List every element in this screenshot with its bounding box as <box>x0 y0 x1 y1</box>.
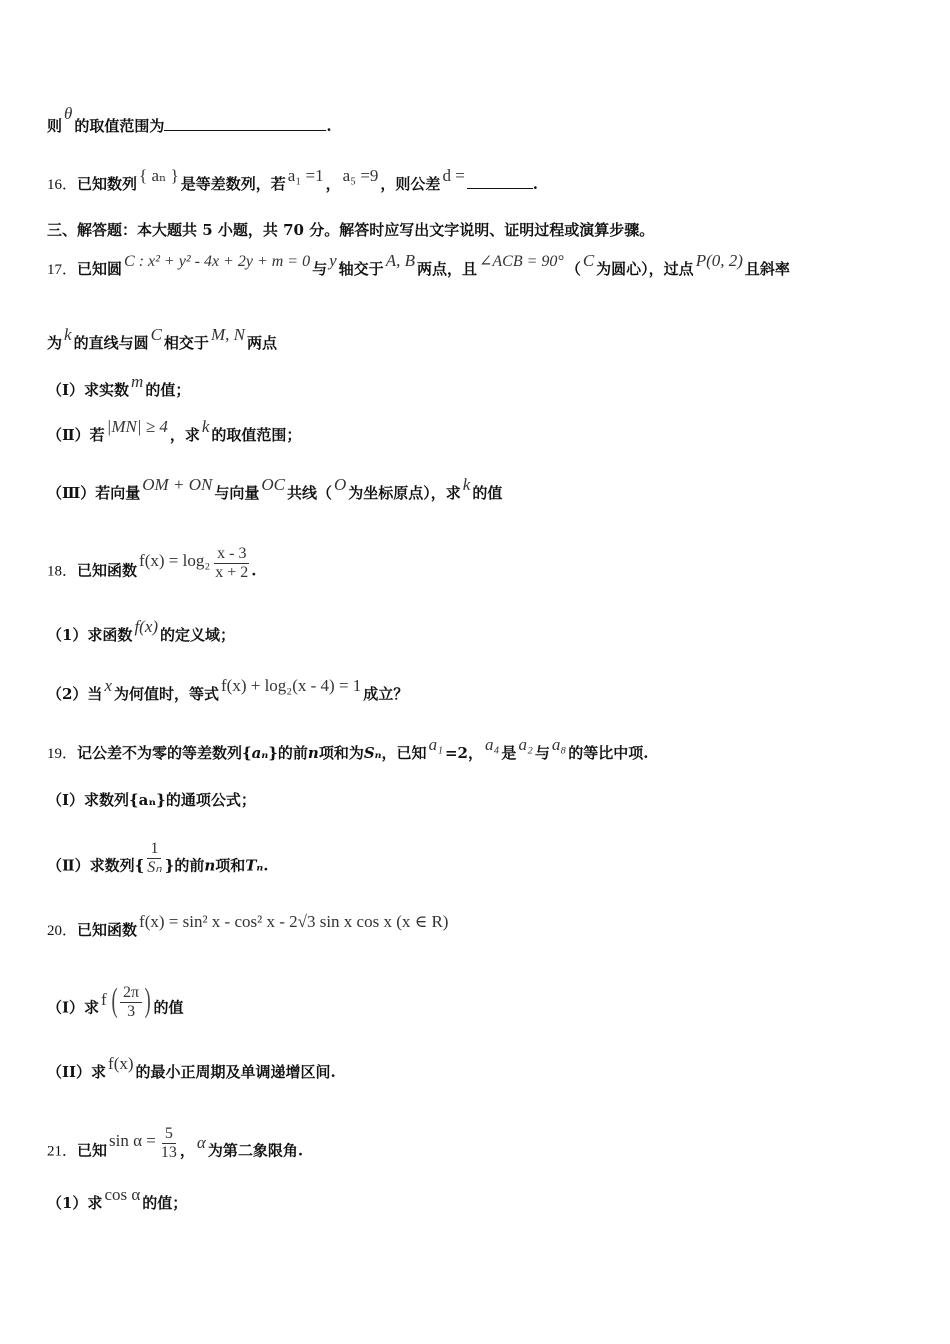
q17-center: C <box>582 251 595 270</box>
q21-text: 为第二象限角. <box>207 1141 304 1160</box>
q17-part3-text: 与向量 <box>214 484 260 502</box>
q17-part3-vector2: OC <box>261 475 285 494</box>
q19-a1: a₁ <box>428 735 443 754</box>
q18-fraction-denominator: x + 2 <box>215 564 249 581</box>
q21-part1 <box>47 1185 910 1213</box>
q16-comma: ， <box>325 175 341 193</box>
q18-fraction <box>212 545 251 582</box>
q21-numerator: 5 <box>162 1125 176 1144</box>
q17-part1-label: （Ⅰ）求实数 <box>47 381 130 399</box>
q16-answer-blank[interactable] <box>467 174 533 189</box>
q15-answer-blank[interactable] <box>164 116 326 131</box>
q17-part3 <box>47 475 910 503</box>
q19-part2-fraction <box>144 840 164 877</box>
q17-k: k <box>64 325 72 344</box>
q18-part2-end: 成立？ <box>363 685 409 703</box>
q17-text: 为 <box>47 334 63 352</box>
q19-a4: a₄ <box>485 735 500 754</box>
q19-number: 19． <box>47 746 78 762</box>
q17-circle-equation: C : x² + y² - 4x + 2y + m = 0 <box>124 253 311 270</box>
q20-part2-label: （II）求 <box>47 1063 107 1081</box>
q20-part2-f: f(x) <box>108 1054 134 1073</box>
q20-line <box>47 912 910 941</box>
q18-part2-text: 为何值时，等式 <box>113 685 219 703</box>
q20-number: 20． <box>47 923 78 939</box>
q18-text: 已知函数 <box>77 561 138 580</box>
q19-text: ，已知 <box>381 744 427 762</box>
q19-part2-numerator: 1 <box>147 840 161 859</box>
q20-part2 <box>47 1054 910 1082</box>
q18-end: . <box>251 561 257 580</box>
q17-text: 已知圆 <box>77 260 123 278</box>
q16-number: 16． <box>47 177 78 193</box>
q17-line1 <box>47 251 910 280</box>
q17-circle-c: C <box>150 325 162 344</box>
q19-part2-text: }的前 <box>164 856 205 875</box>
q18-line <box>47 545 910 590</box>
q19-part2 <box>47 840 910 885</box>
q16-sequence: { aₙ } <box>139 166 179 185</box>
q19-text: 与 <box>534 744 550 762</box>
q19-a8: a₈ <box>551 735 567 754</box>
q17-part3-text: 共线（ <box>286 484 332 502</box>
q17-number: 17． <box>47 262 78 278</box>
q19-line <box>47 735 910 764</box>
q17-part2-text: ，求 <box>169 426 200 444</box>
q19-part2-denominator: Sₙ <box>147 859 162 876</box>
q21-number: 21． <box>47 1143 78 1160</box>
q17-text: （ <box>565 260 581 278</box>
q15-theta: θ <box>64 104 73 123</box>
q19-part2-text: 项和 <box>215 856 246 875</box>
q18-number: 18． <box>47 563 78 580</box>
q21-part1-end: 的值； <box>142 1194 188 1212</box>
q21-part1-cos: cos α <box>104 1185 141 1204</box>
q18-fraction-numerator: x - 3 <box>214 545 249 564</box>
q19-part2-tn: Tₙ <box>245 856 264 875</box>
q18-part2-label: （2）当 <box>47 685 103 703</box>
q19-n: n <box>307 744 319 762</box>
q19-text: 的等比中项. <box>568 744 649 762</box>
q20-right-paren: ) <box>144 981 151 1019</box>
q20-function: f(x) = sin² x - cos² x - 2√3 sin x cos x (x ∈ R) <box>139 912 449 931</box>
q17-text: 相交于 <box>163 334 209 352</box>
q18-part1-f: f(x) <box>134 617 159 636</box>
q17-part1-m: m <box>131 372 144 391</box>
q18-part2 <box>47 676 910 704</box>
q17-part2 <box>47 417 910 445</box>
q21-part1-label: （1）求 <box>47 1194 103 1212</box>
q20-part1-numerator: 2π <box>120 984 142 1003</box>
q17-y-axis: y <box>329 251 337 270</box>
q20-part1 <box>47 981 910 1027</box>
q19-an: aₙ <box>251 744 269 762</box>
q17-part3-k: k <box>462 475 471 494</box>
q20-part1-fraction <box>120 984 142 1021</box>
q17-points-mn: M, N <box>210 325 245 344</box>
q19-sn: Sₙ <box>363 744 382 762</box>
q17-text: 两点 <box>246 334 277 352</box>
q16-end: . <box>532 175 539 193</box>
q16-d: d = <box>442 166 465 185</box>
q19-a2: a₂ <box>518 735 533 754</box>
q19-text: }的前 <box>268 744 308 762</box>
q21-alpha: α <box>196 1132 206 1152</box>
q20-part1-f: f <box>101 989 107 1009</box>
q17-text: 与 <box>312 260 328 278</box>
section-heading: 三、解答题：本大题共 5 小题，共 70 分。解答时应写出文字说明、证明过程或演算步骤。 <box>47 221 655 239</box>
q17-text: 为圆心），过点 <box>596 260 694 278</box>
q16-a5: a₅ =9 <box>342 166 379 185</box>
q17-line2 <box>47 325 910 353</box>
q16-text: 已知数列 <box>77 175 138 193</box>
q20-text: 已知函数 <box>77 921 138 939</box>
q17-part2-k: k <box>201 417 210 436</box>
q17-text: 的直线与圆 <box>73 334 149 352</box>
q18-part1-end: 的定义域； <box>160 626 236 644</box>
q18-function: f(x) = log₂ <box>139 550 211 570</box>
q18-part2-x: x <box>104 676 112 695</box>
q19-text: =2， <box>444 744 483 762</box>
q21-fraction <box>158 1125 180 1162</box>
q19-part1: （Ⅰ）求数列{aₙ}的通项公式； <box>47 791 256 809</box>
q17-part2-end: 的取值范围； <box>211 426 302 444</box>
q16-text: ，则公差 <box>380 175 441 193</box>
q17-point-p: P(0, 2) <box>695 251 743 270</box>
q17-part2-label: （Ⅱ）若 <box>47 426 105 444</box>
q19-text: 项和为 <box>318 744 364 762</box>
q20-part1-end: 的值 <box>153 998 184 1017</box>
q20-left-paren: ( <box>111 981 118 1019</box>
q17-part1-end: 的值； <box>145 381 191 399</box>
q20-part2-end: 的最小正周期及单调递增区间. <box>135 1063 336 1081</box>
q19-part2-n: n <box>204 856 216 875</box>
q19-part2-label: （Ⅱ）求数列{ <box>47 856 145 875</box>
q17-part2-condition: |MN| ≥ 4 <box>106 417 168 436</box>
q15-end: . <box>326 117 332 135</box>
q17-part1 <box>47 372 910 400</box>
q17-part3-end: 的值 <box>472 484 503 502</box>
q18-part1-label: （1）求函数 <box>47 626 133 644</box>
q19-part2-end: . <box>263 856 269 875</box>
q17-part3-origin: O <box>333 475 347 494</box>
q21-denominator: 13 <box>160 1144 177 1161</box>
q18-part2-equation: f(x) + log₂(x - 4) = 1 <box>221 676 362 695</box>
q17-text: 且斜率 <box>744 260 790 278</box>
q17-text: 轴交于 <box>338 260 384 278</box>
q16-a1: a₁ =1 <box>287 166 324 185</box>
q17-angle: ∠ACB = 90° <box>478 253 564 270</box>
q17-part3-vector1: OM + ON <box>142 475 213 494</box>
q20-part1-label: （I）求 <box>47 998 100 1017</box>
q20-part1-denominator: 3 <box>127 1003 136 1020</box>
q18-part1 <box>47 617 910 645</box>
q16-line <box>47 166 910 195</box>
q16-text: 是等差数列，若 <box>180 175 286 193</box>
q15-text: 的取值范围为 <box>74 117 165 135</box>
q17-part3-label: （Ⅲ）若向量 <box>47 484 141 502</box>
q21-line <box>47 1125 910 1170</box>
q17-part3-text: 为坐标原点），求 <box>348 484 461 502</box>
q19-text: 记公差不为零的等差数列{ <box>77 744 252 762</box>
q21-sin: sin α = <box>109 1130 156 1150</box>
q15-prefix: 则 <box>47 117 63 135</box>
q21-text: 已知 <box>77 1141 108 1160</box>
q21-text: ， <box>179 1141 195 1160</box>
q17-points-ab: A, B <box>385 251 415 270</box>
q19-text: 是 <box>501 744 517 762</box>
q17-text: 两点，且 <box>416 260 477 278</box>
q15-line <box>47 104 910 136</box>
